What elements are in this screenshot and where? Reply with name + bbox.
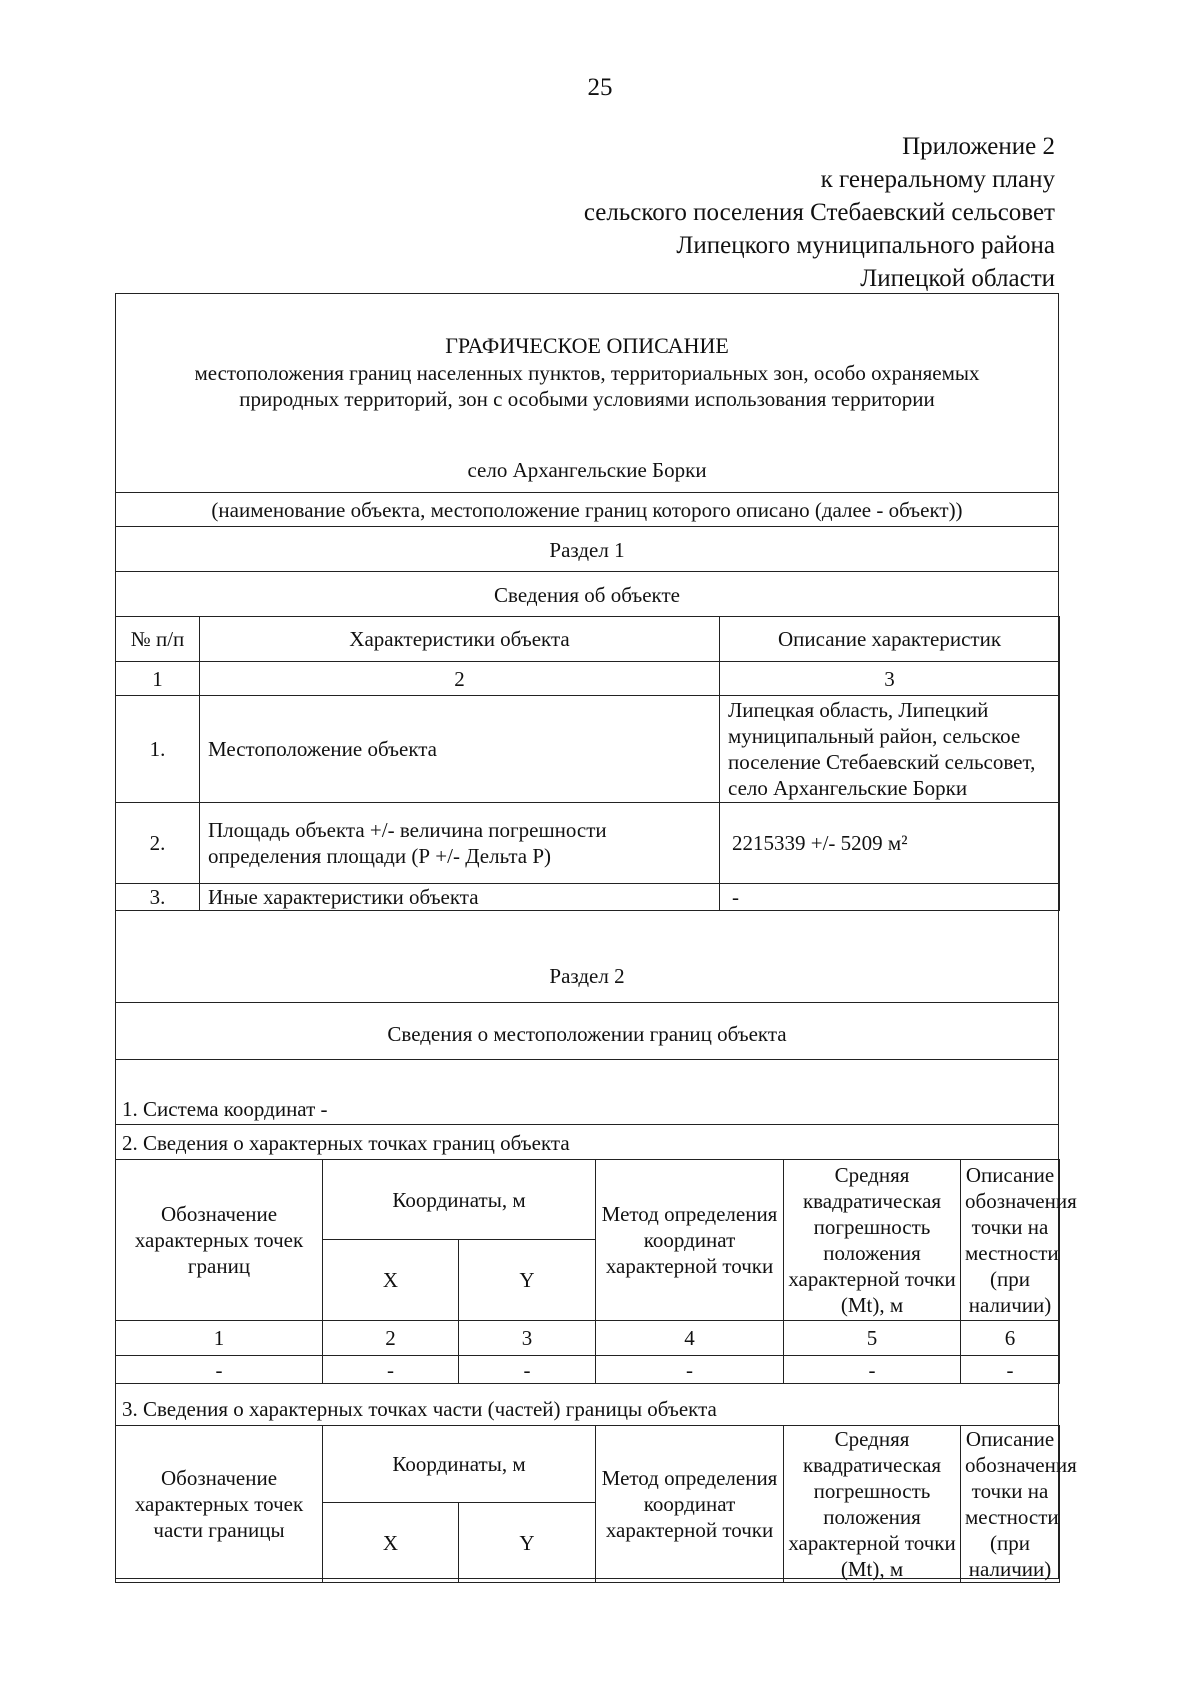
divider bbox=[115, 1124, 1059, 1125]
row-characteristic: Площадь объекта +/- величина погрешности определения площади (Р +/- Дельта Р) bbox=[200, 803, 720, 884]
row-number: 1. bbox=[116, 696, 200, 803]
col-point-designation-header: Обозначение характерных точек границ bbox=[116, 1160, 323, 1321]
col-x-header: X bbox=[323, 1240, 459, 1321]
col-point-description-header: Описание обозначения точки на местности (при наличии) bbox=[961, 1426, 1060, 1583]
subtitle-line: местоположения границ населенных пунктов, территориальных зон, особо охраняемых bbox=[194, 361, 980, 385]
col-y-header: Y bbox=[459, 1240, 596, 1321]
col-error-header: Средняя квадратическая погрешность положения характерной точки (Mt), м bbox=[784, 1426, 961, 1583]
table-row bbox=[116, 1356, 1060, 1384]
section1-title: Раздел 1 bbox=[549, 538, 625, 562]
row-number: 2. bbox=[116, 803, 200, 884]
row-number: 3. bbox=[116, 884, 200, 911]
appendix-line: Липецкой области bbox=[860, 265, 1055, 292]
subtitle-line: природных территорий, зон с особыми условиями использования территории bbox=[239, 387, 935, 411]
appendix-line: Приложение 2 bbox=[902, 133, 1055, 160]
divider bbox=[115, 1002, 1059, 1003]
row-description: - bbox=[720, 884, 1060, 911]
table-header-row bbox=[116, 1426, 1060, 1503]
col-coordinates-header: Координаты, м bbox=[323, 1426, 596, 1503]
table-row bbox=[116, 884, 1060, 911]
index-cell: 3 bbox=[720, 662, 1060, 696]
empty-cell: - bbox=[459, 1356, 596, 1384]
col-description-header: Описание характеристик bbox=[720, 617, 1060, 662]
document-subtitle bbox=[115, 360, 1059, 412]
table-header-row bbox=[116, 617, 1060, 662]
empty-cell: - bbox=[116, 1356, 323, 1384]
index-cell: 1 bbox=[116, 662, 200, 696]
row-description: Липецкая область, Липецкий муниципальный район, сельское поселение Стебаевский сельсовет, село Архангельские Борки bbox=[720, 696, 1060, 803]
appendix-block bbox=[584, 130, 1055, 295]
parts-table bbox=[115, 1425, 1077, 1583]
index-cell: 2 bbox=[323, 1321, 459, 1356]
col-y-header: Y bbox=[459, 1503, 596, 1583]
points-table bbox=[115, 1159, 1077, 1384]
table-header-row bbox=[116, 1160, 1060, 1240]
divider bbox=[115, 492, 1059, 493]
object-caption: (наименование объекта, местоположение границ которого описано (далее - объект)) bbox=[211, 498, 963, 522]
col-method-header: Метод определения координат характерной точки bbox=[596, 1160, 784, 1321]
empty-cell: - bbox=[961, 1356, 1060, 1384]
points-title: 2. Сведения о характерных точках границ объекта bbox=[122, 1131, 570, 1155]
table-row bbox=[116, 696, 1060, 803]
col-characteristics-header: Характеристики объекта bbox=[200, 617, 720, 662]
object-name: село Архангельские Борки bbox=[467, 458, 707, 482]
divider bbox=[115, 571, 1059, 572]
divider bbox=[115, 1059, 1059, 1060]
section2-title: Раздел 2 bbox=[549, 964, 625, 988]
col-error-header: Средняя квадратическая погрешность положения характерной точки (Mt), м bbox=[784, 1160, 961, 1321]
col-x-header: X bbox=[323, 1503, 459, 1583]
index-cell: 4 bbox=[596, 1321, 784, 1356]
table-row bbox=[116, 803, 1060, 884]
empty-cell: - bbox=[596, 1356, 784, 1384]
col-number-header: № п/п bbox=[116, 617, 200, 662]
col-coordinates-header: Координаты, м bbox=[323, 1160, 596, 1240]
table-index-row bbox=[116, 1321, 1060, 1356]
col-part-point-designation-header: Обозначение характерных точек части границы bbox=[116, 1426, 323, 1583]
row-characteristic: Местоположение объекта bbox=[200, 696, 720, 803]
page-number: 25 bbox=[587, 74, 613, 101]
section1-table bbox=[115, 616, 1060, 911]
coordinate-system: 1. Система координат - bbox=[122, 1097, 328, 1121]
index-cell: 2 bbox=[200, 662, 720, 696]
document-title: ГРАФИЧЕСКОЕ ОПИСАНИЕ bbox=[445, 333, 729, 358]
section2-subtitle: Сведения о местоположении границ объекта bbox=[387, 1022, 787, 1046]
document-frame bbox=[115, 293, 1059, 1579]
col-point-description-header: Описание обозначения точки на местности (при наличии) bbox=[961, 1160, 1060, 1321]
index-cell: 6 bbox=[961, 1321, 1060, 1356]
index-cell: 5 bbox=[784, 1321, 961, 1356]
row-characteristic: Иные характеристики объекта bbox=[200, 884, 720, 911]
empty-cell: - bbox=[784, 1356, 961, 1384]
empty-cell: - bbox=[323, 1356, 459, 1384]
row-description: 2215339 +/- 5209 м² bbox=[720, 803, 1060, 884]
table-index-row bbox=[116, 662, 1060, 696]
appendix-line: Липецкого муниципального района bbox=[676, 232, 1055, 259]
appendix-line: сельского поселения Стебаевский сельсовет bbox=[583, 199, 1055, 226]
section1-subtitle: Сведения об объекте bbox=[494, 583, 680, 607]
index-cell: 1 bbox=[116, 1321, 323, 1356]
index-cell: 3 bbox=[459, 1321, 596, 1356]
appendix-line: к генеральному плану bbox=[820, 166, 1055, 193]
divider bbox=[115, 526, 1059, 527]
col-method-header: Метод определения координат характерной точки bbox=[596, 1426, 784, 1583]
parts-title: 3. Сведения о характерных точках части (частей) границы объекта bbox=[122, 1397, 717, 1421]
